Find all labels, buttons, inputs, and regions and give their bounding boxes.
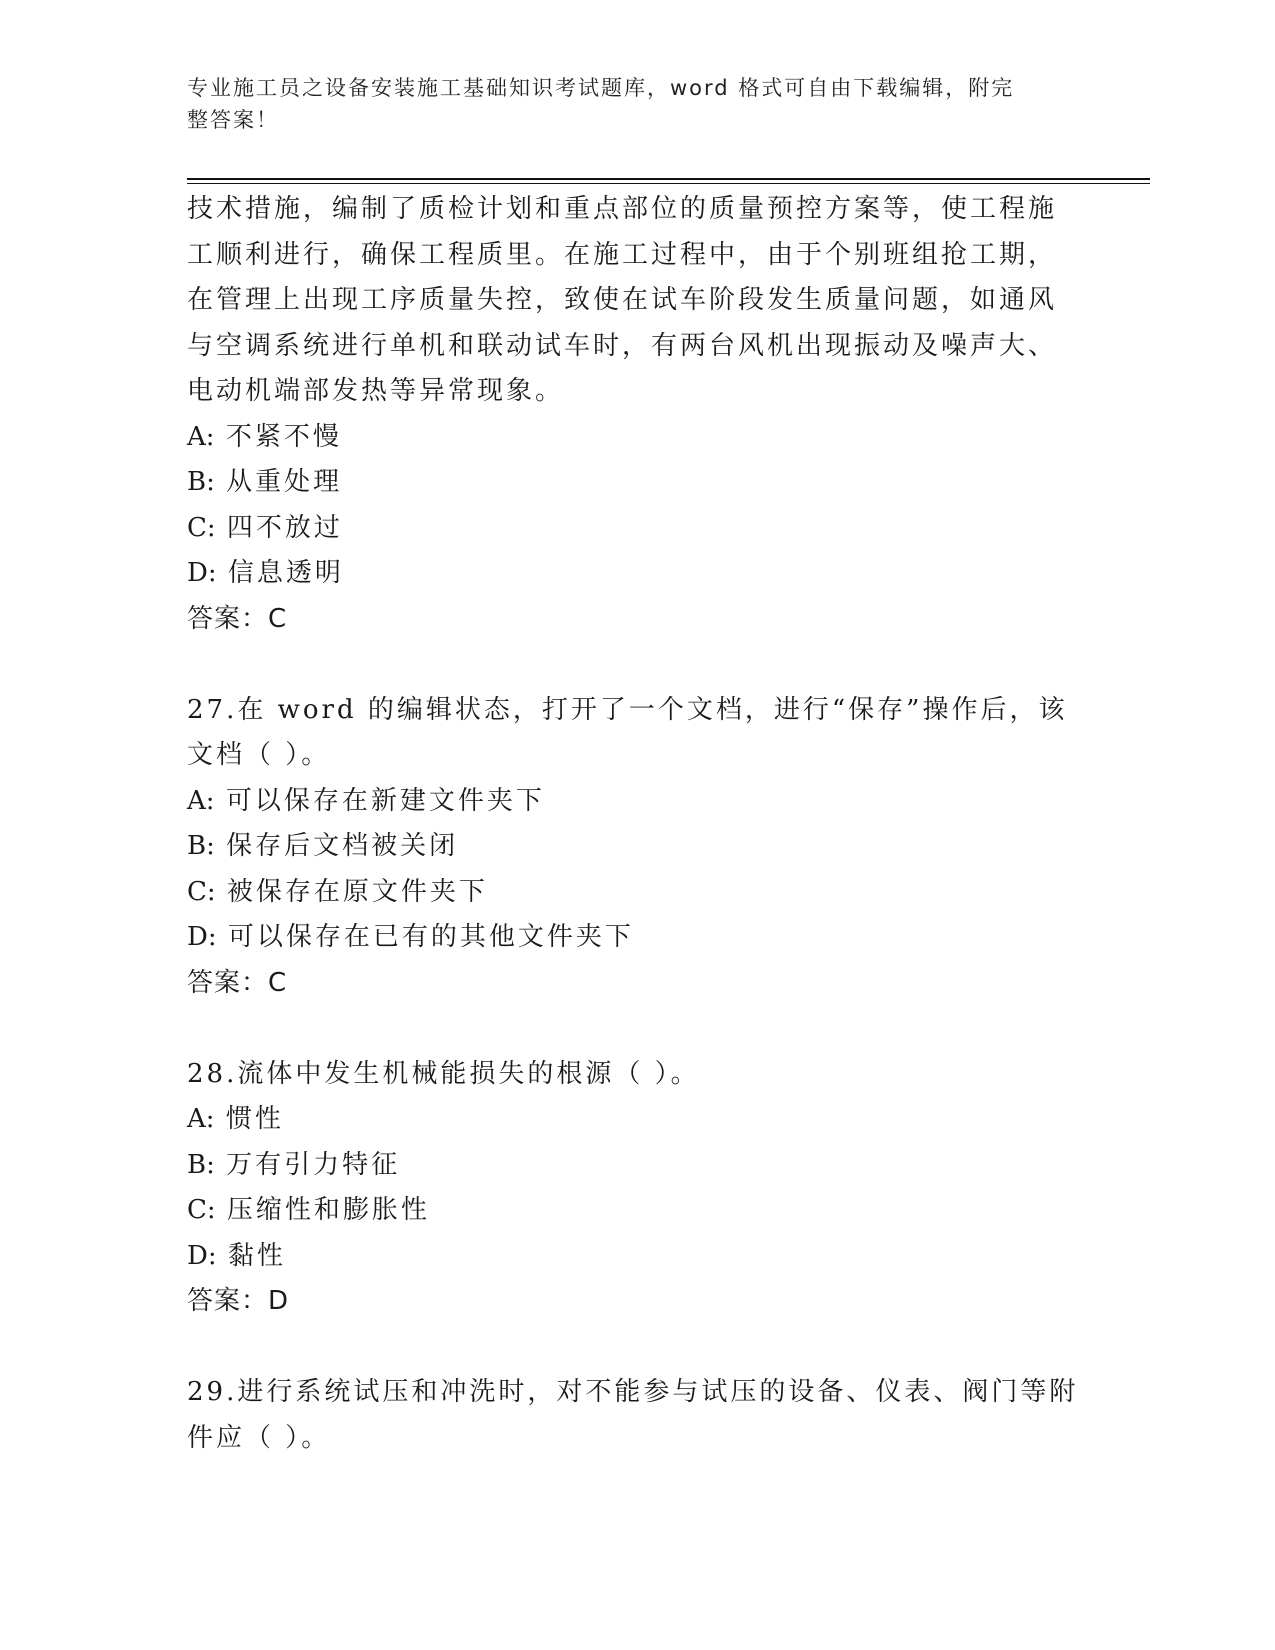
option-text: 惯性 — [225, 1104, 284, 1134]
option-letter: C: — [187, 876, 216, 907]
question-block — [187, 1370, 1087, 1461]
option-letter: A: — [187, 785, 215, 816]
option-text: 四不放过 — [226, 512, 343, 543]
option-text: 保存后文档被关闭 — [226, 831, 459, 861]
question-stem-line: 件应（ ）。 — [187, 1422, 331, 1453]
answer-line: 答案：C — [187, 967, 288, 998]
option-c — [187, 506, 1087, 552]
option-text: 万有引力特征 — [226, 1149, 401, 1180]
document-body — [187, 187, 1087, 1461]
option-text: 压缩性和膨胀性 — [226, 1195, 430, 1225]
header-divider-thick — [187, 178, 1150, 180]
option-a — [187, 779, 1087, 825]
spacer — [187, 642, 1087, 688]
option-text: 被保存在原文件夹下 — [226, 876, 488, 907]
option-b — [187, 460, 1087, 506]
spacer — [187, 1006, 1087, 1052]
header-divider-thin — [187, 183, 1150, 184]
question-stem-line: 28.流体中发生机械能损失的根源（ ）。 — [187, 1058, 700, 1089]
option-c — [187, 870, 1087, 916]
option-text: 黏性 — [227, 1240, 286, 1271]
option-text: 从重处理 — [226, 467, 343, 497]
header-line-2: 整答案！ — [187, 108, 279, 132]
header-line-1: 专业施工员之设备安装施工基础知识考试题库，word 格式可自由下载编辑，附完 — [187, 76, 1015, 100]
option-text: 不紧不慢 — [225, 421, 342, 452]
option-letter: B: — [187, 1149, 215, 1180]
option-letter: C: — [187, 1195, 216, 1225]
question-stem-line: 电动机端部发热等异常现象。 — [187, 376, 565, 406]
option-letter: D: — [187, 922, 217, 952]
option-a — [187, 415, 1087, 461]
document-header — [187, 72, 1067, 136]
question-block — [187, 1052, 1087, 1325]
option-b — [187, 824, 1087, 870]
option-d — [187, 1234, 1087, 1280]
spacer — [187, 1325, 1087, 1371]
option-d — [187, 915, 1087, 961]
option-letter: D: — [187, 1240, 217, 1271]
question-stem-line: 工顺利进行，确保工程质里。在施工过程中，由于个别班组抢工期， — [187, 239, 1058, 270]
question-stem-line: 在管理上出现工序质量失控，致使在试车阶段发生质量问题，如通风 — [187, 285, 1058, 315]
option-letter: B: — [187, 831, 215, 861]
option-letter: A: — [187, 1104, 215, 1134]
question-stem-line: 27.在 word 的编辑状态，打开了一个文档，进行“保存”操作后，该 — [187, 694, 1068, 725]
option-letter: C: — [187, 512, 216, 543]
option-d — [187, 551, 1087, 597]
question-block — [187, 187, 1087, 642]
option-letter: D: — [187, 558, 217, 588]
option-text: 可以保存在新建文件夹下 — [225, 785, 545, 816]
option-a — [187, 1097, 1087, 1143]
option-letter: A: — [187, 421, 215, 452]
question-stem-line: 与空调系统进行单机和联动试车时，有两台风机出现振动及噪声大、 — [187, 330, 1058, 361]
option-b — [187, 1143, 1087, 1189]
answer-line: 答案：C — [187, 603, 288, 634]
question-stem-line: 技术措施，编制了质检计划和重点部位的质量预控方案等，使工程施 — [187, 194, 1058, 224]
question-stem-line: 29.进行系统试压和冲洗时，对不能参与试压的设备、仪表、阀门等附 — [187, 1377, 1079, 1407]
question-stem-line: 文档（ ）。 — [187, 740, 331, 770]
question-block — [187, 688, 1087, 1007]
answer-line: 答案：D — [187, 1286, 290, 1316]
option-text: 信息透明 — [227, 558, 344, 588]
option-letter: B: — [187, 467, 215, 497]
option-text: 可以保存在已有的其他文件夹下 — [227, 922, 634, 952]
option-c — [187, 1188, 1087, 1234]
